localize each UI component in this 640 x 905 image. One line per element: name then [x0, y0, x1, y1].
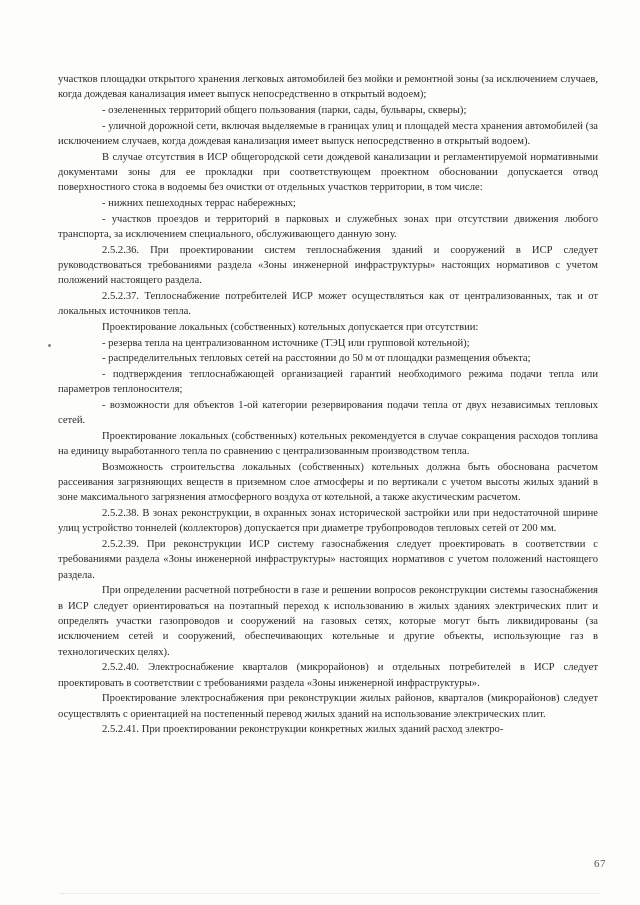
- paragraph: Проектирование локальных (собственных) котельных рекомендуется в случае сокращения расходов топлива на единицу выработанного тепла по сравнению с централизованным производством тепла.: [58, 430, 598, 458]
- paragraph: участков площадки открытого хранения легковых автомобилей без мойки и ремонтной зоны (за исключением случаев, когда дождевая канализация имеет выпуск непосредственно в открытый водоем);: [58, 74, 598, 101]
- scan-artifact: [48, 344, 51, 347]
- paragraph: 2.5.2.37. Теплоснабжение потребителей ИСР может осуществляться как от централизованных, так и от локальных источников тепла.: [58, 290, 598, 318]
- paragraph: Проектирование локальных (собственных) котельных допускается при отсутствии:: [102, 321, 479, 333]
- document-body: [58, 72, 598, 738]
- paragraph: При определении расчетной потребности в газе и решении вопросов реконструкции системы газоснабжения в ИСР следует ориентироваться на поэтапный переход к использованию в жилых зданиях электрических плит и определять участки газопроводов и сооружений на газовых сетях, которые могут быть ликвидированы (за исключением сетей и сооружений, обеспечивающих котельные и другие объекты, использующие газ в технологических целях).: [58, 585, 598, 658]
- scan-noise-line: [60, 893, 600, 896]
- paragraph: В случае отсутствия в ИСР общегородской сети дождевой канализации и регламентируемой нормативными документами зоны для ее прокладки при соответствующем проектном обосновании допускается отвод поверхностного стока в водоемы без очистки от отдельных участков территории, в том числе:: [58, 151, 598, 194]
- paragraph: 2.5.2.38. В зонах реконструкции, в охранных зонах исторической застройки или при недостаточной ширине улиц устройство тоннелей (коллекторов) допускается при диаметре трубопроводов тепловых сетей от 200 мм.: [58, 508, 598, 535]
- paragraph: 2.5.2.41. При проектировании реконструкции конкретных жилых зданий расход электро-: [102, 724, 504, 736]
- paragraph: - возможности для объектов 1-ой категории резервирования подачи тепла от двух независимых тепловых сетей.: [58, 399, 598, 427]
- paragraph: - нижних пешеходных террас набережных;: [102, 197, 296, 209]
- paragraph: - распределительных тепловых сетей на расстоянии до 50 м от площадки размещения объекта;: [102, 353, 531, 365]
- paragraph: 2.5.2.40. Электроснабжение кварталов (микрорайонов) и отдельных потребителей в ИСР следует проектировать в соответствии с требованиями раздела «Зоны инженерной инфраструктуры».: [58, 662, 598, 689]
- paragraph: Проектирование электроснабжения при реконструкции жилых районов, кварталов (микрорайонов) следует осуществлять с ориентацией на постепенный перевод жилых зданий на использование электрических плит.: [58, 693, 598, 720]
- paragraph: 2.5.2.39. При реконструкции ИСР систему газоснабжения следует проектировать в соответствии с требованиями раздела «Зоны инженерной инфраструктуры» настоящих нормативов с учетом положений настоящего раздела.: [58, 539, 598, 581]
- paragraph: - резерва тепла на централизованном источнике (ТЭЦ или групповой котельной);: [102, 337, 470, 349]
- paragraph: - уличной дорожной сети, включая выделяемые в границах улиц и площадей места хранения автомобилей (за исключением случаев, когда дождевая канализация имеет выпуск непосредственно в открытый водоем).: [58, 120, 598, 147]
- paragraph: Возможность строительства локальных (собственных) котельных должна быть обоснована расчетом рассеивания загрязняющих веществ в приземном слое атмосферы и по вертикали с учетом высоты жилых зданий в зоне максимального загрязнения атмосферного воздуха от котельной, а также акустическим расчетом.: [58, 461, 598, 504]
- paragraph: - подтверждения теплоснабжающей организацией гарантий необходимого режима подачи тепла или параметров теплоносителя;: [58, 368, 598, 396]
- paragraph: - участков проездов и территорий в парковых и служебных зонах при отсутствии движения любого транспорта, за исключением специального, обслуживающего данную зону.: [58, 213, 598, 240]
- paragraph: 2.5.2.36. При проектировании систем теплоснабжения зданий и сооружений в ИСР следует руководствоваться требованиями раздела «Зоны инженерной инфраструктуры» настоящих нормативов с учетом положений настоящего раздела.: [58, 244, 598, 287]
- page-number: 67: [594, 858, 606, 870]
- paragraph: - озелененных территорий общего пользования (парки, сады, бульвары, скверы);: [102, 104, 467, 116]
